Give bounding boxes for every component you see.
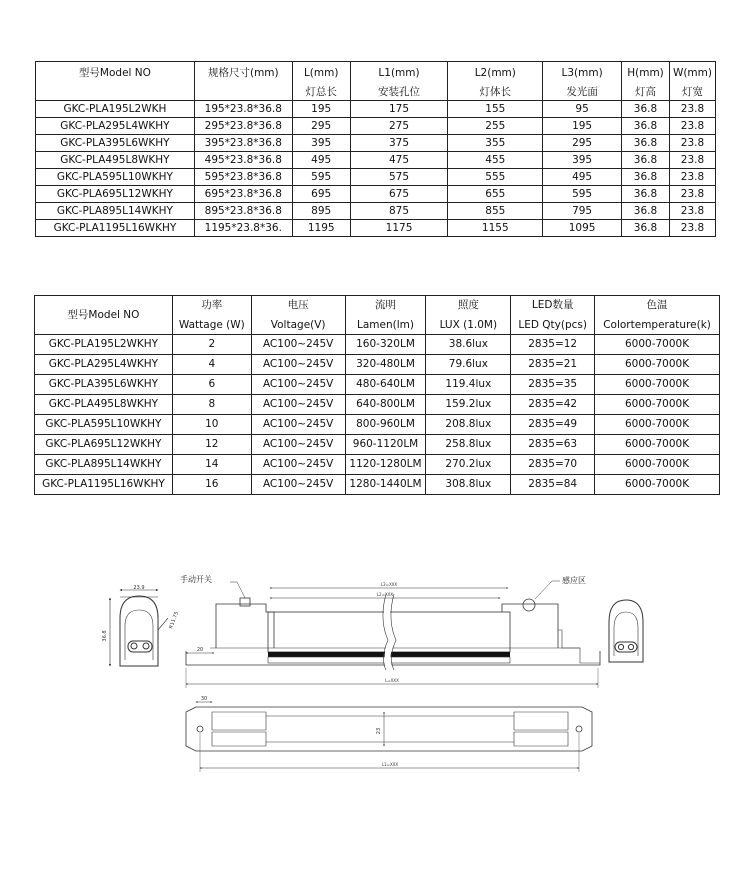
table-cell: GKC-PLA395L6WKHY (35, 375, 173, 395)
table-cell: 495 (543, 169, 622, 186)
table-cell: 36.8 (622, 186, 670, 203)
table-cell: GKC-PLA895L14WKHY (35, 455, 173, 475)
header-title: H(mm) (627, 67, 664, 79)
table-cell: AC100~245V (251, 435, 345, 455)
table-cell: AC100~245V (251, 475, 345, 495)
table-cell: 2835=21 (511, 355, 595, 375)
table-cell: 295*23.8*36.8 (194, 118, 292, 135)
header-subtitle: LED Qty(pcs) (518, 318, 587, 331)
table-cell: GKC-PLA695L12WKHY (36, 186, 195, 203)
table-cell: 12 (172, 435, 251, 455)
header-subtitle: 安装孔位 (378, 85, 421, 98)
table-cell: 14 (172, 455, 251, 475)
table-cell: 875 (350, 203, 448, 220)
table-cell: 6000-7000K (595, 475, 720, 495)
table-cell: 6 (172, 375, 251, 395)
table-cell: 455 (448, 152, 543, 169)
header-title: 流明 (375, 299, 396, 311)
table-cell: 655 (448, 186, 543, 203)
table-cell: 6000-7000K (595, 435, 720, 455)
table-cell: 175 (350, 101, 448, 118)
table-cell: 23.8 (669, 169, 715, 186)
table-cell: 2 (172, 335, 251, 355)
table-cell: GKC-PLA1195L16WKHY (35, 475, 173, 495)
table-cell: GKC-PLA195L2WKHY (35, 335, 173, 355)
table-cell: 640-800LM (345, 395, 426, 415)
table-cell: 1195*23.8*36. (194, 220, 292, 237)
table-cell: 275 (350, 118, 448, 135)
table-cell: 6000-7000K (595, 455, 720, 475)
dim-l1-label: L1=XXX (381, 762, 399, 767)
table-cell: 1175 (350, 220, 448, 237)
header-title: 功率 (201, 299, 223, 311)
header-subtitle: 灯体长 (479, 85, 512, 98)
table-cell: 23.8 (669, 118, 715, 135)
table-cell: AC100~245V (251, 335, 345, 355)
table-cell: 23.8 (669, 220, 715, 237)
table-cell: 6000-7000K (595, 355, 720, 375)
header-subtitle: 灯总长 (305, 85, 337, 98)
table-cell: 6000-7000K (595, 375, 720, 395)
table-cell: GKC-PLA395L6WKHY (36, 135, 195, 152)
header-title: 型号Model NO (78, 67, 151, 79)
header-title: L(mm) (303, 67, 339, 79)
table-cell: 255 (448, 118, 543, 135)
table-cell: 855 (448, 203, 543, 220)
table-cell: 2835=12 (511, 335, 595, 355)
end-cap-side-view-left (110, 590, 168, 666)
table-cell: 36.8 (622, 220, 670, 237)
table-cell: 2835=63 (511, 435, 595, 455)
dim-bottom-side-label: 23 (376, 727, 382, 735)
dim-radius-label: R11.75 (168, 610, 180, 630)
table-cell: 95 (543, 101, 622, 118)
table-cell: 595*23.8*36.8 (194, 169, 292, 186)
table-cell: 960-1120LM (345, 435, 426, 455)
table-cell: 36.8 (622, 203, 670, 220)
table-cell: 895 (292, 203, 350, 220)
lamp-front-view (186, 581, 600, 688)
table-cell: 23.8 (669, 203, 715, 220)
header-title: W(mm) (672, 67, 712, 79)
table-cell: AC100~245V (251, 415, 345, 435)
table-cell: 4 (172, 355, 251, 375)
table-cell: 8 (172, 395, 251, 415)
header-subtitle: 发光面 (566, 85, 598, 98)
dim-l-label: L=XXX (385, 678, 399, 683)
switch-label: 手动开关 (180, 575, 212, 584)
table-cell: AC100~245V (251, 455, 345, 475)
table-cell: 308.8lux (426, 475, 511, 495)
dim-width-label: 23.9 (133, 585, 145, 591)
table-cell: 320-480LM (345, 355, 426, 375)
table-cell: 495 (292, 152, 350, 169)
table-cell: AC100~245V (251, 375, 345, 395)
header-title: 色温 (646, 299, 668, 311)
header-title: L1(mm) (378, 67, 420, 79)
table-cell: 595 (543, 186, 622, 203)
table-cell: 36.8 (622, 169, 670, 186)
header-subtitle: 灯宽 (681, 85, 703, 98)
table-cell: 480-640LM (345, 375, 426, 395)
table-cell: 495*23.8*36.8 (194, 152, 292, 169)
table-cell: GKC-PLA295L4WKHY (36, 118, 195, 135)
table-cell: 895*23.8*36.8 (194, 203, 292, 220)
table-cell: GKC-PLA295L4WKHY (35, 355, 173, 375)
header-subtitle: 灯高 (634, 85, 656, 98)
header-subtitle: LUX (1.0M) (439, 318, 498, 331)
table-cell: GKC-PLA595L10WKHY (36, 169, 195, 186)
table-cell: 295 (543, 135, 622, 152)
table-cell: 800-960LM (345, 415, 426, 435)
dim-l3-label: L3=XXX (380, 582, 398, 587)
table-cell: 10 (172, 415, 251, 435)
table-cell: 36.8 (622, 135, 670, 152)
table-cell: 23.8 (669, 186, 715, 203)
table-cell: 695 (292, 186, 350, 203)
table-cell: 6000-7000K (595, 335, 720, 355)
table-cell: 36.8 (622, 118, 670, 135)
end-cap-side-view-right (609, 600, 643, 662)
table-cell: 6000-7000K (595, 395, 720, 415)
table-cell: GKC-PLA195L2WKH (36, 101, 195, 118)
table-cell: 2835=49 (511, 415, 595, 435)
table-cell: GKC-PLA495L8WKHY (35, 395, 173, 415)
table-cell: 1195 (292, 220, 350, 237)
table-cell: GKC-PLA895L14WKHY (36, 203, 195, 220)
header-title: L2(mm) (474, 67, 516, 79)
header-subtitle: Wattage (W) (178, 318, 245, 331)
table-cell: 79.6lux (426, 355, 511, 375)
table-cell: 2835=42 (511, 395, 595, 415)
dim-height-label: 36.8 (102, 630, 108, 642)
header-title: L3(mm) (561, 67, 603, 79)
header-title: LED数量 (531, 299, 574, 311)
table-cell: 38.6lux (426, 335, 511, 355)
header-subtitle: Lamen(lm) (357, 318, 414, 331)
sensor-label: 感应区 (562, 576, 586, 585)
table-cell: 23.8 (669, 152, 715, 169)
table-cell: 1155 (448, 220, 543, 237)
table-cell: 23.8 (669, 135, 715, 152)
table-cell: 23.8 (669, 101, 715, 118)
table-cell: 375 (350, 135, 448, 152)
table-cell: 1120-1280LM (345, 455, 426, 475)
table-cell: 258.8lux (426, 435, 511, 455)
table-cell: 6000-7000K (595, 415, 720, 435)
table-cell: 395*23.8*36.8 (194, 135, 292, 152)
table-cell: 555 (448, 169, 543, 186)
table-cell: 159.2lux (426, 395, 511, 415)
table-cell: 195 (543, 118, 622, 135)
header-title: 规格尺寸(mm) (207, 67, 279, 79)
table-cell: 16 (172, 475, 251, 495)
table-cell: 795 (543, 203, 622, 220)
table-cell: 475 (350, 152, 448, 169)
table-cell: 36.8 (622, 101, 670, 118)
table-cell: 395 (543, 152, 622, 169)
table-cell: 195*23.8*36.8 (194, 101, 292, 118)
table-cell: 2835=70 (511, 455, 595, 475)
table-cell: 575 (350, 169, 448, 186)
table-cell: GKC-PLA1195L16WKHY (36, 220, 195, 237)
table-cell: GKC-PLA495L8WKHY (36, 152, 195, 169)
table-cell: 1280-1440LM (345, 475, 426, 495)
table-cell: 36.8 (622, 152, 670, 169)
dim-20-label: 20 (196, 647, 204, 653)
header-title: 照度 (457, 299, 479, 311)
table-cell: 695*23.8*36.8 (194, 186, 292, 203)
table-cell: 2835=84 (511, 475, 595, 495)
table-cell: 355 (448, 135, 543, 152)
table-cell: 2835=35 (511, 375, 595, 395)
table-cell: 395 (292, 135, 350, 152)
table-cell: 675 (350, 186, 448, 203)
table-cell: AC100~245V (251, 395, 345, 415)
header-title: 型号Model NO (67, 309, 140, 321)
table-cell: 195 (292, 101, 350, 118)
header-subtitle: Colortemperature(k) (603, 318, 711, 331)
header-subtitle: Voltage(V) (270, 318, 326, 331)
table-cell: 270.2lux (426, 455, 511, 475)
table-cell: 295 (292, 118, 350, 135)
table-cell: 119.4lux (426, 375, 511, 395)
table-cell: 155 (448, 101, 543, 118)
table-cell: AC100~245V (251, 355, 345, 375)
table-cell: 595 (292, 169, 350, 186)
table-cell: GKC-PLA595L10WKHY (35, 415, 173, 435)
table-cell: 160-320LM (345, 335, 426, 355)
table-cell: 208.8lux (426, 415, 511, 435)
dim-l2-label: L2=XXX (376, 592, 394, 597)
table-cell: 1095 (543, 220, 622, 237)
header-title: 电压 (287, 299, 309, 311)
dim-bottom-top-label: 30 (200, 696, 208, 702)
table-cell: GKC-PLA695L12WKHY (35, 435, 173, 455)
